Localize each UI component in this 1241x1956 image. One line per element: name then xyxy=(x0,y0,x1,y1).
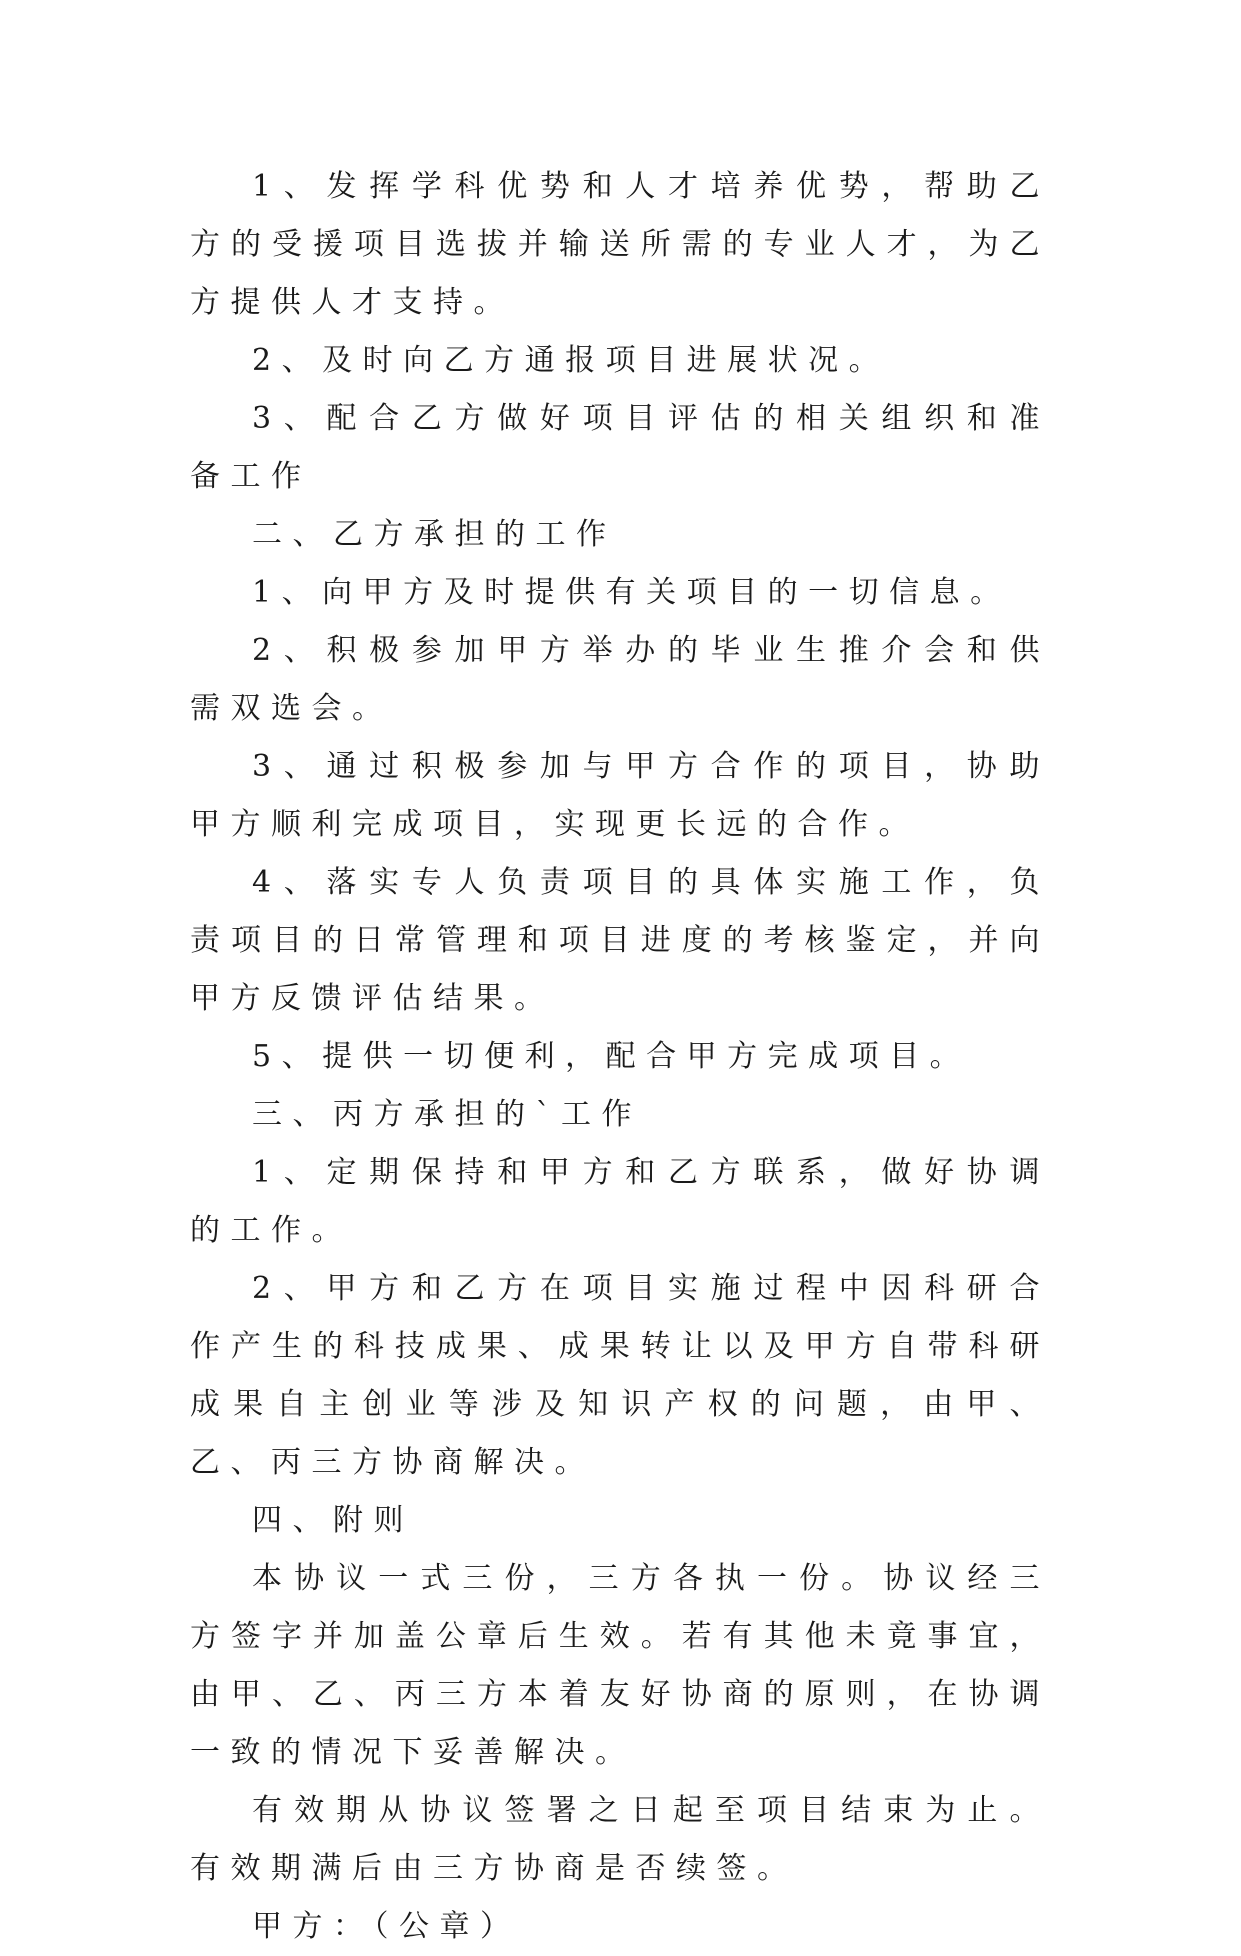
paragraph-party-c-item-1: 1、定期保持和甲方和乙方联系，做好协调的工作。 xyxy=(190,1155,1050,1248)
heading-party-c-duties: 三、丙方承担的`工作 xyxy=(252,1097,642,1132)
paragraph-party-b-item-2: 2、积极参加甲方举办的毕业生推介会和供需双选会。 xyxy=(190,633,1050,726)
paragraph-party-a-item-1: 1、发挥学科优势和人才培养优势，帮助乙方的受援项目选拔并输送所需的专业人才，为乙方提供人才支持。 xyxy=(190,169,1050,320)
signature-party-a-seal: 甲方：（公章） xyxy=(252,1909,521,1944)
paragraph-party-b-item-5: 5、提供一切便利，配合甲方完成项目。 xyxy=(252,1039,971,1074)
paragraph-validity-period: 有效期从协议签署之日起至项目结束为止。有效期满后由三方协商是否续签。 xyxy=(190,1793,1050,1886)
heading-party-b-duties: 二、乙方承担的工作 xyxy=(252,517,617,552)
paragraph-party-c-item-2: 2、甲方和乙方在项目实施过程中因科研合作产生的科技成果、成果转让以及甲方自带科研成果自主创业等涉及知识产权的问题，由甲、乙、丙三方协商解决。 xyxy=(190,1271,1050,1480)
paragraph-copies-and-effect: 本协议一式三份，三方各执一份。协议经三方签字并加盖公章后生效。若有其他未竟事宜，由甲、乙、丙三方本着友好协商的原则，在协调一致的情况下妥善解决。 xyxy=(190,1561,1050,1770)
paragraph-party-a-item-2: 2、及时向乙方通报项目进展状况。 xyxy=(252,343,890,378)
paragraph-party-b-item-4: 4、落实专人负责项目的具体实施工作，负责项目的日常管理和项目进度的考核鉴定，并向甲方反馈评估结果。 xyxy=(190,865,1050,1016)
paragraph-party-a-item-3: 3、配合乙方做好项目评估的相关组织和准备工作 xyxy=(190,401,1050,494)
paragraph-party-b-item-3: 3、通过积极参加与甲方合作的项目，协助甲方顺利完成项目，实现更长远的合作。 xyxy=(190,749,1050,842)
paragraph-party-b-item-1: 1、向甲方及时提供有关项目的一切信息。 xyxy=(252,575,1011,610)
document-body xyxy=(190,158,1050,1956)
heading-supplementary-provisions: 四、附则 xyxy=(252,1503,414,1538)
